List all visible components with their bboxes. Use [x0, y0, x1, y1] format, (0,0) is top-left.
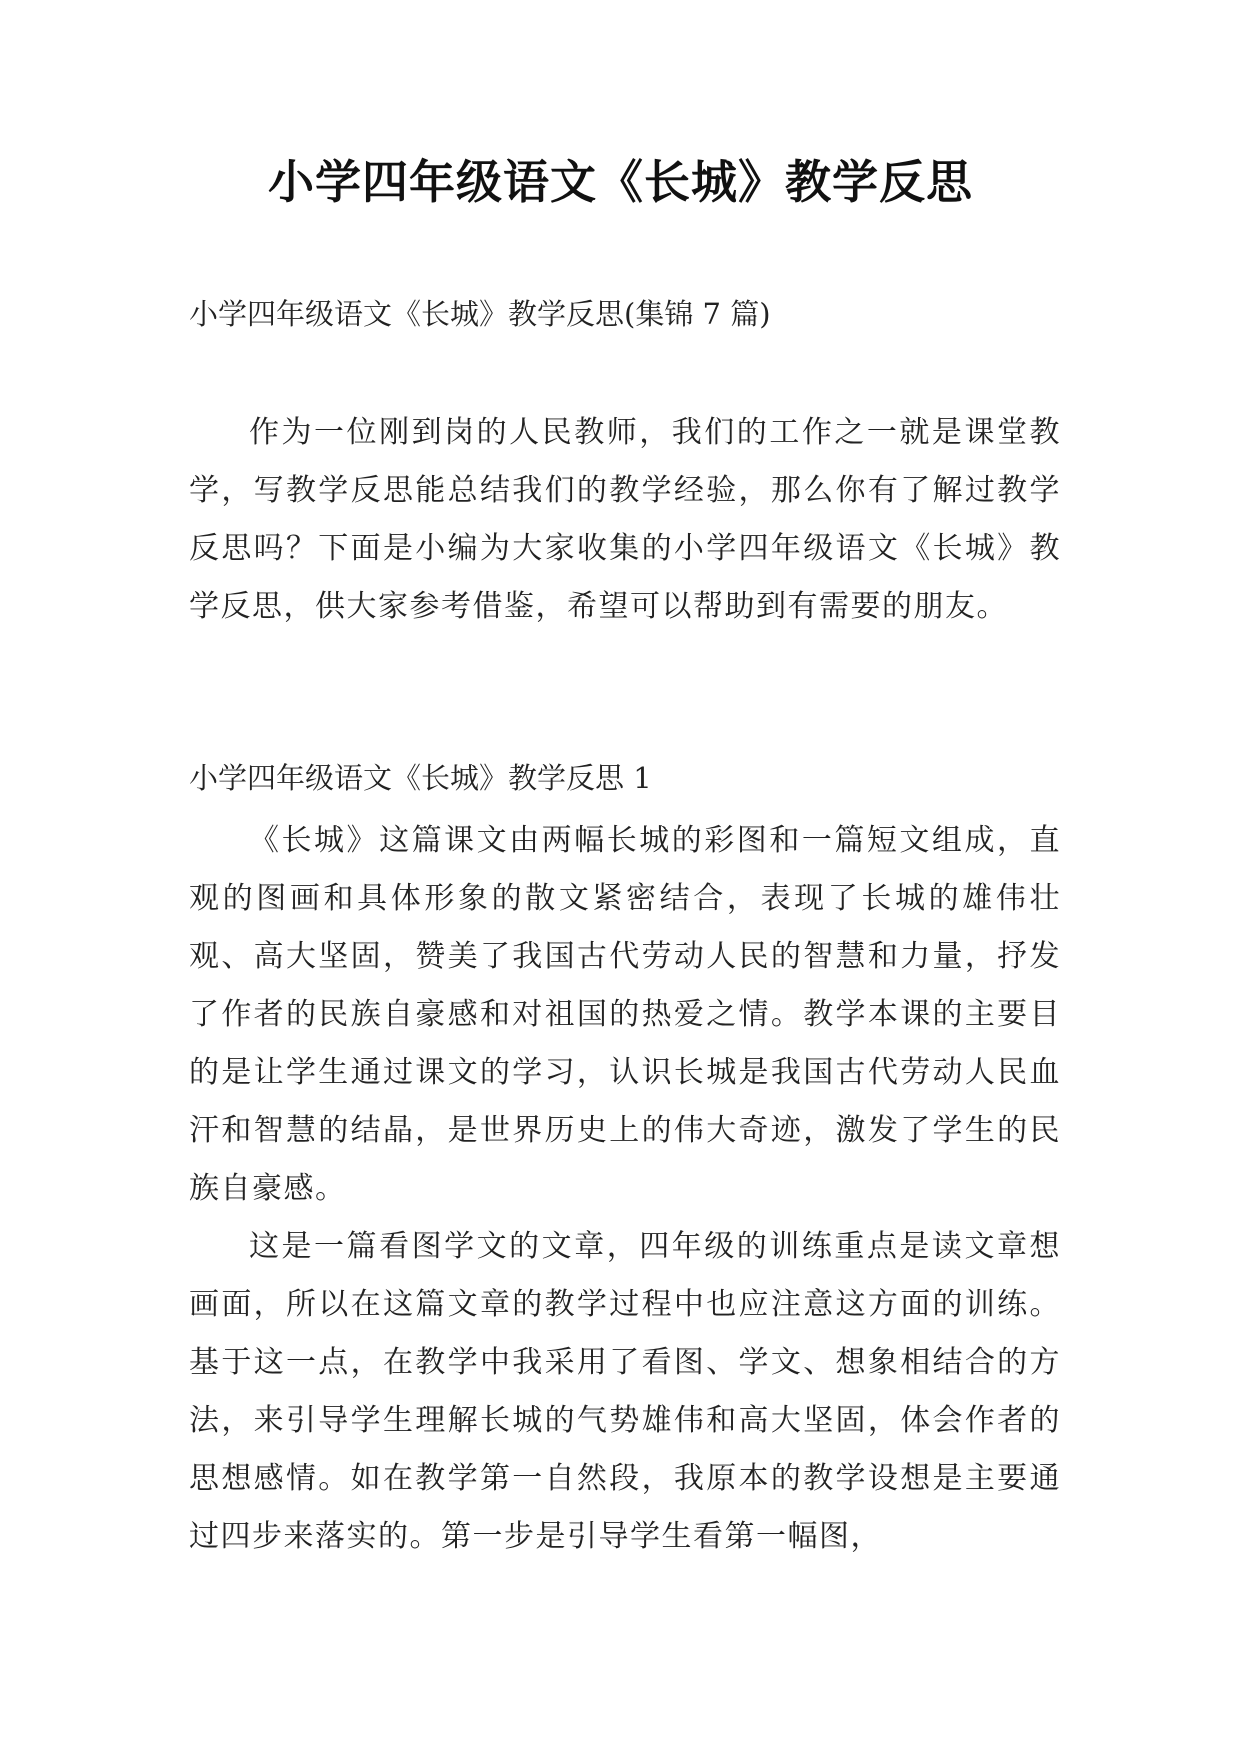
document-subtitle: 小学四年级语文《长城》教学反思(集锦 7 篇)	[189, 297, 771, 331]
document-title: 小学四年级语文《长城》教学反思	[268, 155, 973, 209]
intro-paragraph: 作为一位刚到岗的人民教师，我们的工作之一就是课堂教学，写教学反思能总结我们的教学经验，那么你有了解过教学反思吗？下面是小编为大家收集的小学四年级语文《长城》教学反思，供大家参考借鉴，希望可以帮助到有需要的朋友。	[189, 415, 1061, 624]
section-body	[189, 812, 1061, 1566]
body-paragraph: 这是一篇看图学文的文章，四年级的训练重点是读文章想画面，所以在这篇文章的教学过程中也应注意这方面的训练。基于这一点，在教学中我采用了看图、学文、想象相结合的方法，来引导学生理解长城的气势雄伟和高大坚固，体会作者的思想感情。如在教学第一自然段，我原本的教学设想是主要通过四步来落实的。第一步是引导学生看第一幅图，	[189, 1229, 1061, 1554]
section-heading: 小学四年级语文《长城》教学反思 1	[189, 761, 652, 795]
body-paragraph: 《长城》这篇课文由两幅长城的彩图和一篇短文组成，直观的图画和具体形象的散文紧密结合，表现了长城的雄伟壮观、高大坚固，赞美了我国古代劳动人民的智慧和力量，抒发了作者的民族自豪感和对祖国的热爱之情。教学本课的主要目的是让学生通过课文的学习，认识长城是我国古代劳动人民血汗和智慧的结晶，是世界历史上的伟大奇迹，激发了学生的民族自豪感。	[189, 823, 1061, 1206]
intro-section	[189, 404, 1061, 636]
